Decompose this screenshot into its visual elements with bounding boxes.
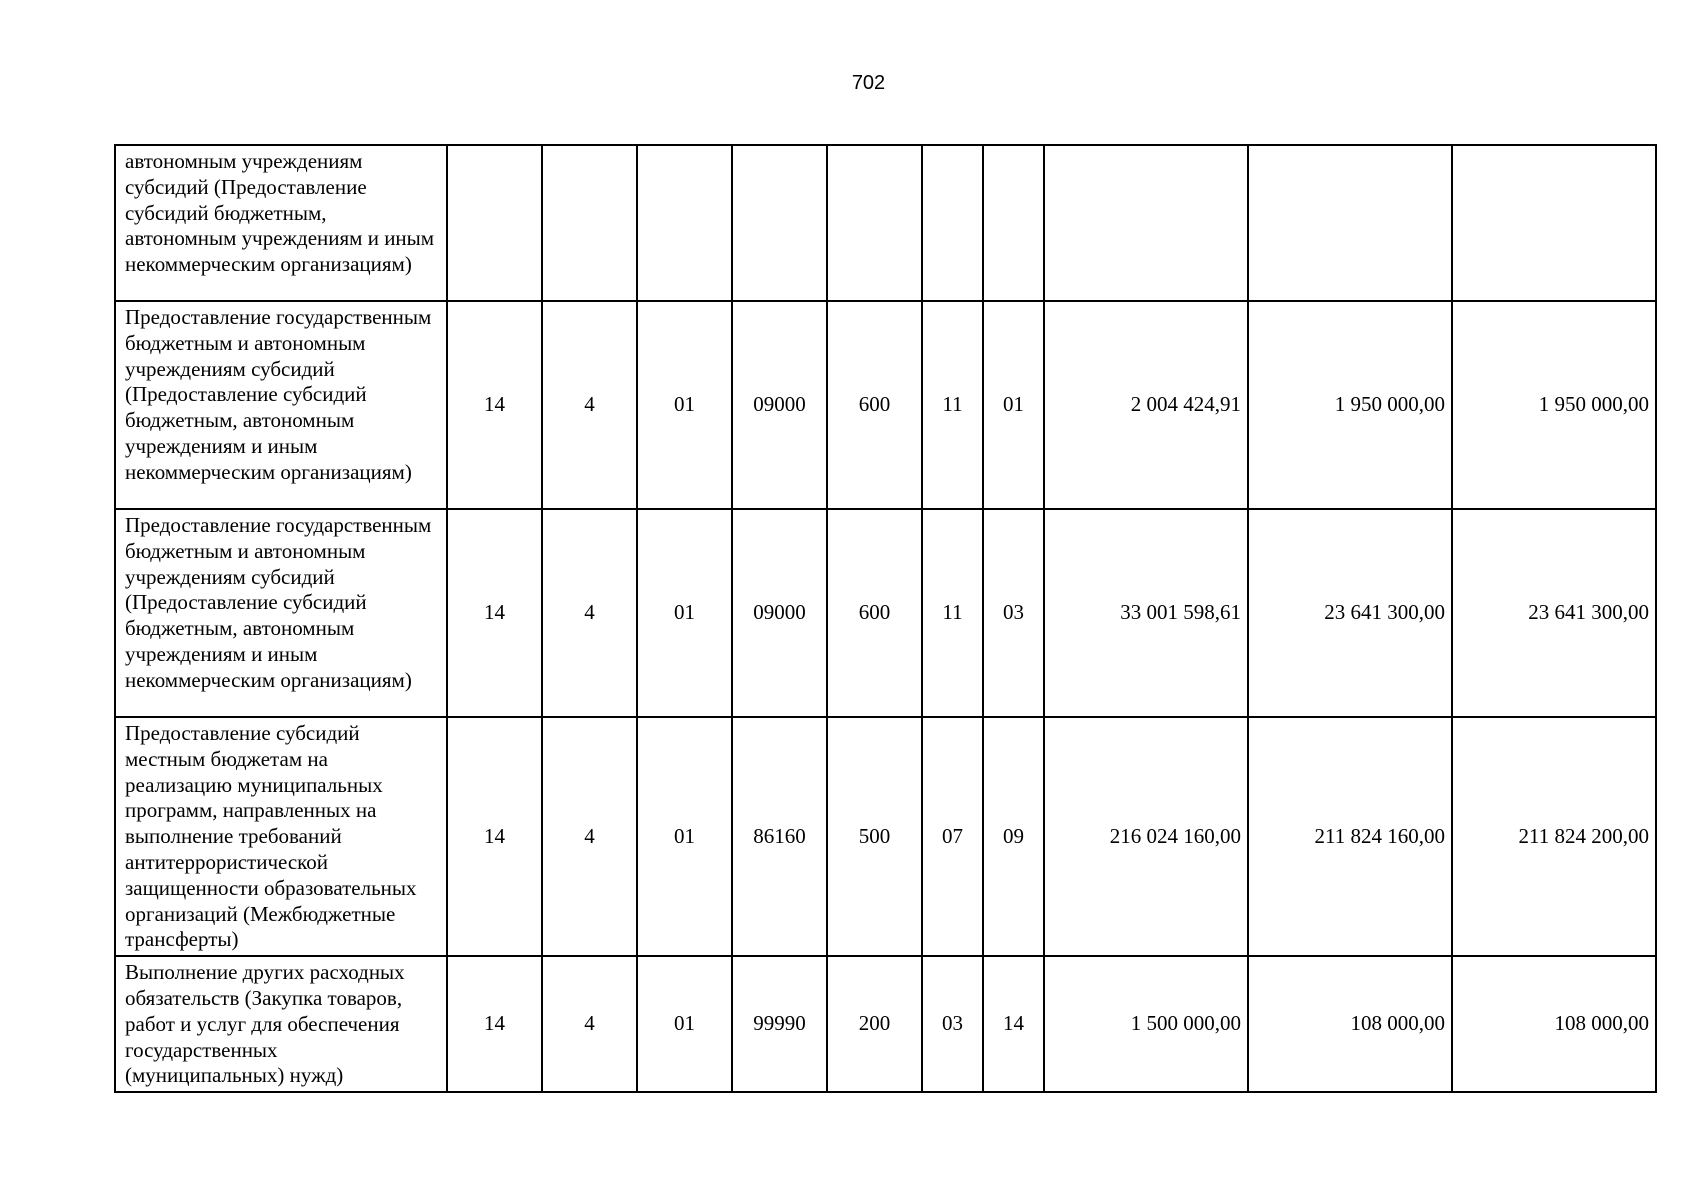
amount-cell: 108 000,00 — [1248, 956, 1452, 1092]
code-cell: 03 — [983, 509, 1044, 717]
table-row — [115, 509, 1656, 717]
row-description: Предоставление государственным бюджетным и автономным учреждениям субсидий (Предоставление субсидий бюджетным, автономным учреждениям и иным некоммерческим организациям) — [115, 509, 447, 717]
row-description: Предоставление субсидий местным бюджетам на реализацию муниципальных программ, направленных на выполнение требований антитеррористической защищенности образовательных организаций (Межбюджетные трансферты) — [115, 717, 447, 956]
code-cell — [637, 145, 732, 301]
amount-cell: 1 500 000,00 — [1044, 956, 1248, 1092]
code-cell: 01 — [637, 509, 732, 717]
code-cell — [922, 145, 983, 301]
amount-cell: 216 024 160,00 — [1044, 717, 1248, 956]
amount-cell: 108 000,00 — [1452, 956, 1656, 1092]
amount-cell: 211 824 160,00 — [1248, 717, 1452, 956]
code-cell — [827, 145, 922, 301]
code-cell — [447, 145, 542, 301]
amount-cell: 211 824 200,00 — [1452, 717, 1656, 956]
budget-table — [114, 144, 1657, 1093]
code-cell: 600 — [827, 509, 922, 717]
row-description: Выполнение других расходных обязательств (Закупка товаров, работ и услуг для обеспечения государственных (муниципальных) нужд) — [115, 956, 447, 1092]
code-cell: 01 — [637, 956, 732, 1092]
row-description: автономным учреждениям субсидий (Предоставление субсидий бюджетным, автономным учреждениям и иным некоммерческим организациям) — [115, 145, 447, 301]
code-cell: 600 — [827, 301, 922, 509]
page-number: 702 — [851, 72, 886, 94]
code-cell: 500 — [827, 717, 922, 956]
code-cell — [732, 145, 827, 301]
amount-cell: 1 950 000,00 — [1248, 301, 1452, 509]
code-cell — [542, 145, 637, 301]
table-row — [115, 956, 1656, 1092]
code-cell: 14 — [447, 301, 542, 509]
code-cell: 4 — [542, 301, 637, 509]
code-cell: 03 — [922, 956, 983, 1092]
code-cell: 09000 — [732, 509, 827, 717]
amount-cell — [1044, 145, 1248, 301]
amount-cell — [1452, 145, 1656, 301]
amount-cell: 2 004 424,91 — [1044, 301, 1248, 509]
amount-cell: 23 641 300,00 — [1452, 509, 1656, 717]
code-cell: 99990 — [732, 956, 827, 1092]
table-row — [115, 301, 1656, 509]
code-cell: 09 — [983, 717, 1044, 956]
code-cell: 11 — [922, 301, 983, 509]
code-cell: 14 — [983, 956, 1044, 1092]
code-cell: 4 — [542, 717, 637, 956]
code-cell: 4 — [542, 956, 637, 1092]
code-cell: 4 — [542, 509, 637, 717]
code-cell — [983, 145, 1044, 301]
row-description: Предоставление государственным бюджетным и автономным учреждениям субсидий (Предоставление субсидий бюджетным, автономным учреждениям и иным некоммерческим организациям) — [115, 301, 447, 509]
amount-cell — [1248, 145, 1452, 301]
code-cell: 11 — [922, 509, 983, 717]
amount-cell: 33 001 598,61 — [1044, 509, 1248, 717]
code-cell: 01 — [983, 301, 1044, 509]
amount-cell: 23 641 300,00 — [1248, 509, 1452, 717]
code-cell: 14 — [447, 509, 542, 717]
code-cell: 01 — [637, 301, 732, 509]
code-cell: 07 — [922, 717, 983, 956]
table-row — [115, 145, 1656, 301]
table-row — [115, 717, 1656, 956]
code-cell: 14 — [447, 956, 542, 1092]
code-cell: 86160 — [732, 717, 827, 956]
amount-cell: 1 950 000,00 — [1452, 301, 1656, 509]
code-cell: 09000 — [732, 301, 827, 509]
code-cell: 200 — [827, 956, 922, 1092]
code-cell: 01 — [637, 717, 732, 956]
code-cell: 14 — [447, 717, 542, 956]
